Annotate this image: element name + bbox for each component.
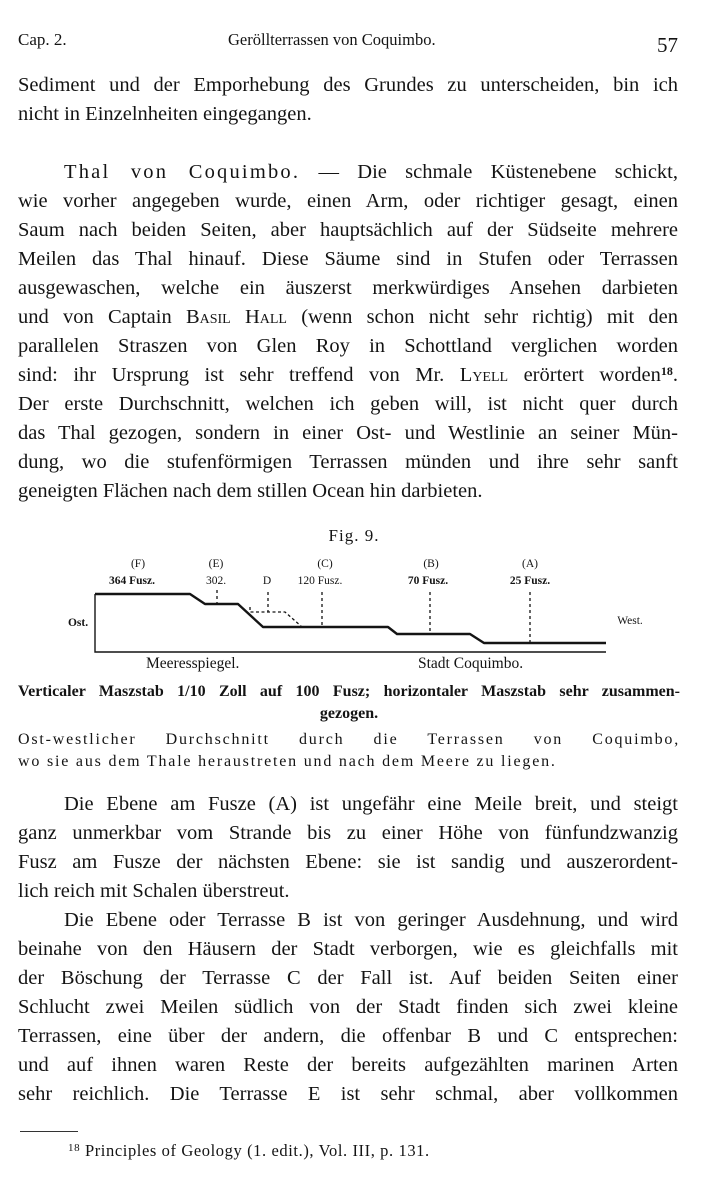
text-line: Die Ebene am Fusze (A) ist ungefähr eine Meile breit, und steigt [64,793,678,815]
footnote-rule [20,1131,78,1132]
running-header [18,30,678,56]
text-line: Fusz am Fusze der nächsten Ebene: sie ist sandig und auszerordent- [18,851,678,873]
text-line: Schlucht zwei Meilen südlich von der Stadt finden sich zwei kleine [18,996,678,1018]
town-label: Stadt Coquimbo. [418,655,524,672]
text-line: das Thal gezogen, sondern in einer Ost- und Westlinie an seiner Mün- [18,422,678,444]
caption-line: gezogen. [319,705,379,722]
terrace-height-c: 120 Fusz. [297,575,343,587]
terrace-section-diagram [0,550,708,680]
footnote-ref[interactable]: 18 [660,364,673,378]
terrace-height-a: 25 Fusz. [509,575,551,587]
paragraph-coquimbo-valley [18,158,678,506]
person-name: Lyell [459,364,509,386]
terrace-height-b: 70 Fusz. [407,575,449,587]
text-span: — Die schmale Küstenebene schickt, [300,161,678,183]
text-line [18,361,678,390]
terrace-label-d: D [262,575,272,587]
text-line: Saum nach beiden Seiten, aber hauptsächlich auf der Südseite mehrere [18,219,678,241]
chapter-label: Cap. 2. [18,30,67,49]
text-line: Meilen das Thal hinauf. Diese Säume sind in Stufen oder Terrassen [18,248,678,270]
paragraph-continued [18,71,678,129]
sea-level-label: Meeresspiegel. [146,655,240,672]
text-span: . [672,364,678,386]
figure-scale-caption [18,681,680,725]
caption-line: wo sie aus dem Thale heraustreten und nach dem Meere zu liegen. [18,753,557,770]
person-name: Basil Hall [185,306,287,328]
text-line [18,303,678,332]
terrace-letter-f: (F) [130,558,146,570]
footnote-text: Principles of Geology (1. edit.), Vol. III, p. 131. [84,1141,430,1160]
east-label: Ost. [67,617,89,629]
text-line: Die Ebene oder Terrasse B ist von geringer Ausdehnung, und wird [64,909,678,931]
terrace-d-dotted-line [250,607,302,627]
text-line: parallelen Straszen von Glen Roy in Schottland verglichen worden [18,335,678,357]
text-line: ausgewaschen, welche ein äuszerst merkwürdiges Ansehen darbieten [18,277,678,299]
text-span: und von Captain [18,306,186,328]
running-title: Geröllterrassen von Coquimbo. [228,30,436,49]
text-line: dung, wo die stufenförmigen Terrassen münden und ihre sehr sanft [18,451,678,473]
page-number: 57 [657,33,678,57]
terrace-letter-a: (A) [522,558,538,570]
footnote-number: 18 [68,1142,81,1154]
terrace-height-e: 302. [205,575,227,587]
text-line: Terrassen, eine über der andern, die offenbar B und C entsprechen: [18,1025,678,1047]
terrace-letter-e: (E) [208,558,224,570]
text-line: geneigten Flächen nach dem stillen Ocean hin darbieten. [18,480,483,502]
text-span: (wenn schon nicht sehr richtig) mit den [286,306,678,328]
text-line: Der erste Durchschnitt, welchen ich geben will, ist nicht quer durch [18,393,678,415]
text-line: und auf ihnen waren Reste der bereits aufgezählten marinen Arten [18,1054,678,1076]
terrace-height-f: 364 Fusz. [109,575,155,587]
west-label: West. [617,615,643,627]
paragraph-terrace-b [18,906,678,1109]
footnote [68,1141,430,1161]
text-line: beinahe von den Häusern der Stadt verborgen, wie es gleichfalls mit [18,938,678,960]
caption-line: Verticaler Maszstab 1/10 Zoll auf 100 Fusz; horizontaler Maszstab sehr zusammen- [18,683,680,700]
text-span: sind: ihr Ursprung ist sehr treffend von Mr. [18,364,460,386]
figure-title: Fig. 9. [328,526,380,545]
text-span: erörtert worden [508,364,661,386]
text-line: lich reich mit Schalen überstreut. [18,880,290,902]
terrace-letter-c: (C) [317,558,333,570]
figure-description-caption [18,729,680,773]
section-heading: Thal von Coquimbo. [64,161,301,183]
text-line: wie vorher angegeben wurde, einen Arm, oder richtiger gesagt, einen [18,190,678,212]
text-line: nicht in Einzelnheiten eingegangen. [18,103,312,125]
text-line: der Böschung der Terrasse C der Fall ist. Auf beiden Seiten einer [18,967,678,989]
text-line: ganz unmerkbar vom Strande bis zu einer Höhe von fünfundzwanzig [18,822,678,844]
text-line: sehr reichlich. Die Terrasse E ist sehr schmal, aber vollkommen [18,1083,678,1105]
paragraph-plain-a [18,790,678,906]
caption-line: Ost-westlicher Durchschnitt durch die Terrassen von Coquimbo, [18,731,680,748]
text-line: Sediment und der Emporhebung des Grundes zu unterscheiden, bin ich [18,74,678,96]
terrace-letter-b: (B) [423,558,439,570]
